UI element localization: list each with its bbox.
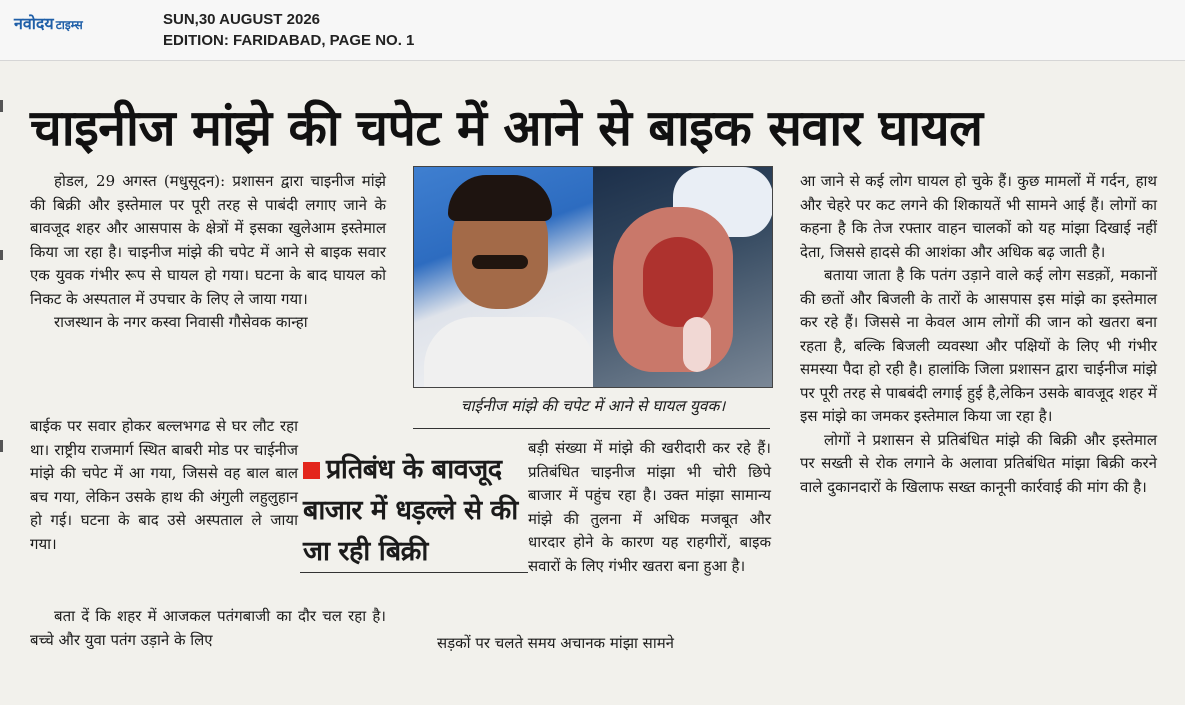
red-square-icon [303,462,320,479]
next-headline-cropped [0,672,1185,705]
date-line: SUN,30 AUGUST 2026 [163,11,321,28]
article-column-3 [800,170,1157,499]
paragraph: सड़कों पर चलते समय अचानक मांझा सामने [437,634,675,652]
edge-mark [0,250,3,260]
logo-sub: टाइम्स [55,18,83,32]
paragraph: बाईक पर सवार होकर बल्लभगढ से घर लौट रहा था। राष्ट्रीय राजमार्ग स्थित बाबरी मोड पर चाईनीज मांझे की चपेट में आ गया, जिससे वह बाल बाल बच गया, लेकिन उसके हाथ की अंगुली लहुलुहान हो गई। घटना के बाद उसे अस्पताल ले जाया गया। [30,417,298,553]
paragraph: बड़ी संख्या में मांझे की खरीदारी कर रहे हैं। प्रतिबंधित चाइनीज मांझा भी चोरी छिपे बाजार में पहुंच रहा है। उक्त मांझा सामान्य मांझे की तुलना में अधिक मजबूत और धारदार होने के कारण यह राहगीरों, बाइक सवारों के लिए गंभीर खतरा बना हुआ है। [528,439,771,575]
divider [413,428,770,429]
injured-hand-photo [593,167,772,387]
article-column-1c [30,605,386,652]
photo-caption: चाईनीज मांझे की चपेट में आने से घायल युवक। [460,397,726,415]
paragraph: राजस्थान के नगर कस्वा निवासी गौसेवक कान्हा [54,313,308,331]
edge-mark [0,100,3,112]
paragraph: आ जाने से कई लोग घायल हो चुके हैं। कुछ मामलों में गर्दन, हाथ और चेहरे पर कट लगने की शिकायतें भी सामने आई हैं। लोगों का कहना है कि तेज रफ्तार वाहन चालकों को यह मांझा दिखाई नहीं देता, जिससे हादसे की आशंका और अधिक बढ़ जाती है। [800,172,1157,261]
edition-info [163,9,414,51]
article-headline: चाइनीज मांझे की चपेट में आने से बाइक सवार घायल [30,99,983,157]
divider [300,572,528,573]
article-column-2 [528,437,771,578]
subheading: प्रतिबंध के बावजूद बाजार में धड़ल्ले से की जा रही बिक्री [303,454,518,567]
edge-mark [0,440,3,452]
article-column-1b [30,415,298,556]
header-bar [0,0,1185,61]
paragraph: होडल, 29 अगस्त (मधुसूदन): प्रशासन द्वारा चाइनीज मांझे की बिक्री और इस्तेमाल पर पूरी तरह से पाबंदी लगाए जाने के बावजूद शहर और आसपास के क्षेत्रों में इसका खुलेआम इस्तेमाल किया जा रहा है। चाइनीज मांझे की चपेट में आने से बाइक सवार एक युवक गंभीर रूप से घायल हो गया। घटना के बाद घायल को निकट के अस्पताल में उपचार के लिए ले जाया गया। [30,172,386,308]
injured-man-photo [414,167,593,387]
logo-main: नवोदय [14,14,54,33]
article-column-1 [30,170,386,335]
article-column-2b [413,632,771,656]
paragraph: लोगों ने प्रशासन से प्रतिबंधित मांझे की बिक्री और इस्तेमाल पर सख्ती से रोक लगाने के अलावा प्रतिबंधित मांझा बिक्री करने वाले दुकानदारों के खिलाफ सख्त कानूनी कार्रवाई की मांग की है। [800,430,1157,496]
paragraph: बताया जाता है कि पतंग उड़ाने वाले कई लोग सडक़ों, मकानों की छतों और बिजली के तारों के आसपास इस मांझे का इस्तेमाल कर रहे हैं। जिससे ना केवल आम लोगों की जान को खतरा बना रहता है, बल्कि बिजली व्यवस्था और पक्षियों के लिए भी गंभीर समस्या पैदा हो रही है। हालांकि जिला प्रशासन द्वारा चाईनीज मांझे पर पूरी तरह से पाबबंदी लगाई हुई है,लेकिन उसके बावजूद शहर में इस मांझे का जमकर इस्तेमाल किया जा रहा है। [800,266,1157,425]
edition-line: EDITION: FARIDABAD, PAGE NO. 1 [163,32,415,49]
newspaper-logo[interactable] [14,12,83,34]
paragraph: बता दें कि शहर में आजकल पतंगबाजी का दौर चल रहा है। बच्चे और युवा पतंग उड़ाने के लिए [30,607,386,649]
news-photo [413,166,773,388]
